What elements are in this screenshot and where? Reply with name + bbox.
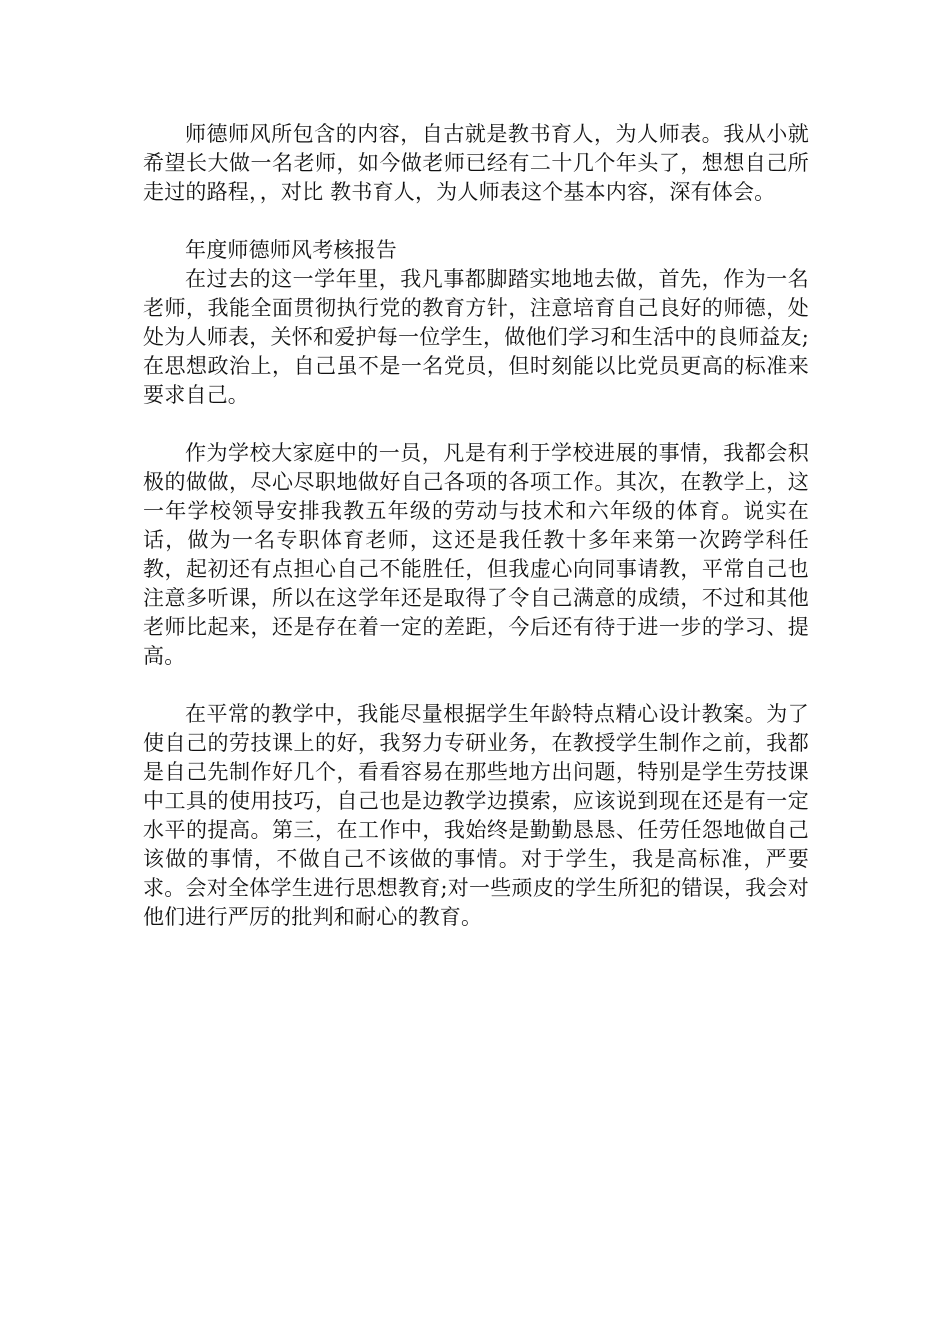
paragraph-past-year: 在过去的这一学年里，我凡事都脚踏实地地去做，首先，作为一名老师，我能全面贯彻执行党的教育方针，注意培育自己良好的师德，处处为人师表，关怀和爱护每一位学生，做他们学习和生活中的良师益友;在思想政治上，自己虽不是一名党员，但时刻能以比党员更高的标准来要求自己。 [143,267,809,407]
paragraph-gap [143,671,809,700]
paragraph-gap [143,207,809,236]
document-body [143,120,809,932]
paragraph-teaching: 作为学校大家庭中的一员，凡是有利于学校进展的事情，我都会积极的做做，尽心尽职地做好自己各项的各项工作。其次，在教学上，这一年学校领导安排我教五年级的劳动与技术和六年级的体育。说实在话，做为一名专职体育老师，这还是我任教十多年来第一次跨学科任教，起初还有点担心自己不能胜任，但我虚心向同事请教，平常自己也注意多听课，所以在这学年还是取得了令自己满意的成绩，不过和其他老师比起来，还是存在着一定的差距，今后还有待于进一步的学习、提高。 [143,441,809,668]
report-heading: 年度师德师风考核报告 [185,238,397,262]
paragraph-gap [143,410,809,439]
paragraph-intro: 师德师风所包含的内容，自古就是教书育人，为人师表。我从小就希望长大做一名老师，如今做老师已经有二十几个年头了，想想自己所走过的路程，，对比 教书育人，为人师表这个基本内容，深有体会。 [143,122,809,204]
paragraph-daily-teaching: 在平常的教学中，我能尽量根据学生年龄特点精心设计教案。为了使自己的劳技课上的好，我努力专研业务，在教授学生制作之前，我都是自己先制作好几个，看看容易在那些地方出问题，特别是学生劳技课中工具的使用技巧，自己也是边教学边摸索，应该说到现在还是有一定水平的提高。第三，在工作中，我始终是勤勤恳恳、任劳任怨地做自己该做的事情，不做自己不该做的事情。对于学生，我是高标准，严要求。会对全体学生进行思想教育;对一些顽皮的学生所犯的错误，我会对他们进行严厉的批判和耐心的教育。 [143,702,809,929]
